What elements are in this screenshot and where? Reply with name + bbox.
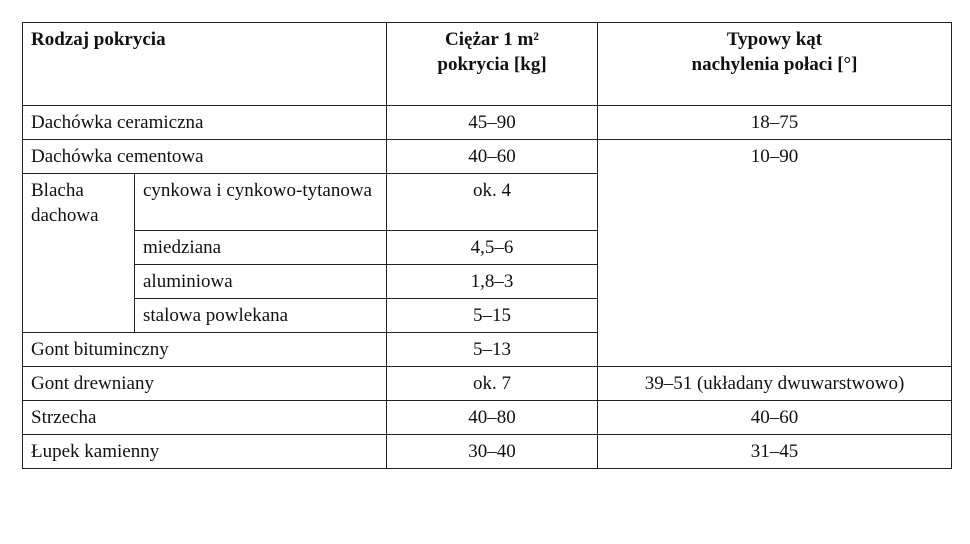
row-angle: 39–51 (układany dwuwarstwowo) (598, 367, 952, 401)
sheet-group-label: Blacha dachowa (23, 174, 135, 333)
header-weight-line2: pokrycia [kg] (437, 54, 547, 75)
row-name: Strzecha (23, 401, 387, 435)
header-weight (387, 23, 598, 106)
row-weight: 40–60 (387, 140, 598, 174)
header-row (23, 23, 952, 106)
table-row (23, 140, 952, 174)
row-name: Gont bituminczny (23, 333, 387, 367)
row-subname: miedziana (135, 231, 387, 265)
row-weight: 4,5–6 (387, 231, 598, 265)
table-row (23, 367, 952, 401)
row-weight: 5–13 (387, 333, 598, 367)
merged-angle-cell: 10–90 (598, 140, 952, 367)
row-name: Dachówka ceramiczna (23, 106, 387, 140)
header-angle-line1: Typowy kąt (726, 29, 823, 50)
row-subname: cynkowa i cynkowo-tytanowa (135, 174, 387, 231)
row-subname: stalowa powlekana (135, 299, 387, 333)
row-weight: ok. 7 (387, 367, 598, 401)
row-subname: aluminiowa (135, 265, 387, 299)
header-weight-line1: Ciężar 1 m² (445, 29, 539, 50)
row-weight: 30–40 (387, 435, 598, 469)
row-name: Łupek kamienny (23, 435, 387, 469)
row-weight: 40–80 (387, 401, 598, 435)
row-weight: 5–15 (387, 299, 598, 333)
row-weight: ok. 4 (387, 174, 598, 231)
table-row (23, 435, 952, 469)
row-angle: 40–60 (598, 401, 952, 435)
header-angle (598, 23, 952, 106)
table-row (23, 401, 952, 435)
row-weight: 45–90 (387, 106, 598, 140)
row-angle: 18–75 (598, 106, 952, 140)
row-weight: 1,8–3 (387, 265, 598, 299)
header-type: Rodzaj pokrycia (23, 23, 387, 106)
table-row (23, 106, 952, 140)
row-name: Dachówka cementowa (23, 140, 387, 174)
header-angle-line2: nachylenia połaci [°] (691, 54, 858, 75)
row-name: Gont drewniany (23, 367, 387, 401)
roofing-table (22, 22, 952, 469)
row-angle: 31–45 (598, 435, 952, 469)
